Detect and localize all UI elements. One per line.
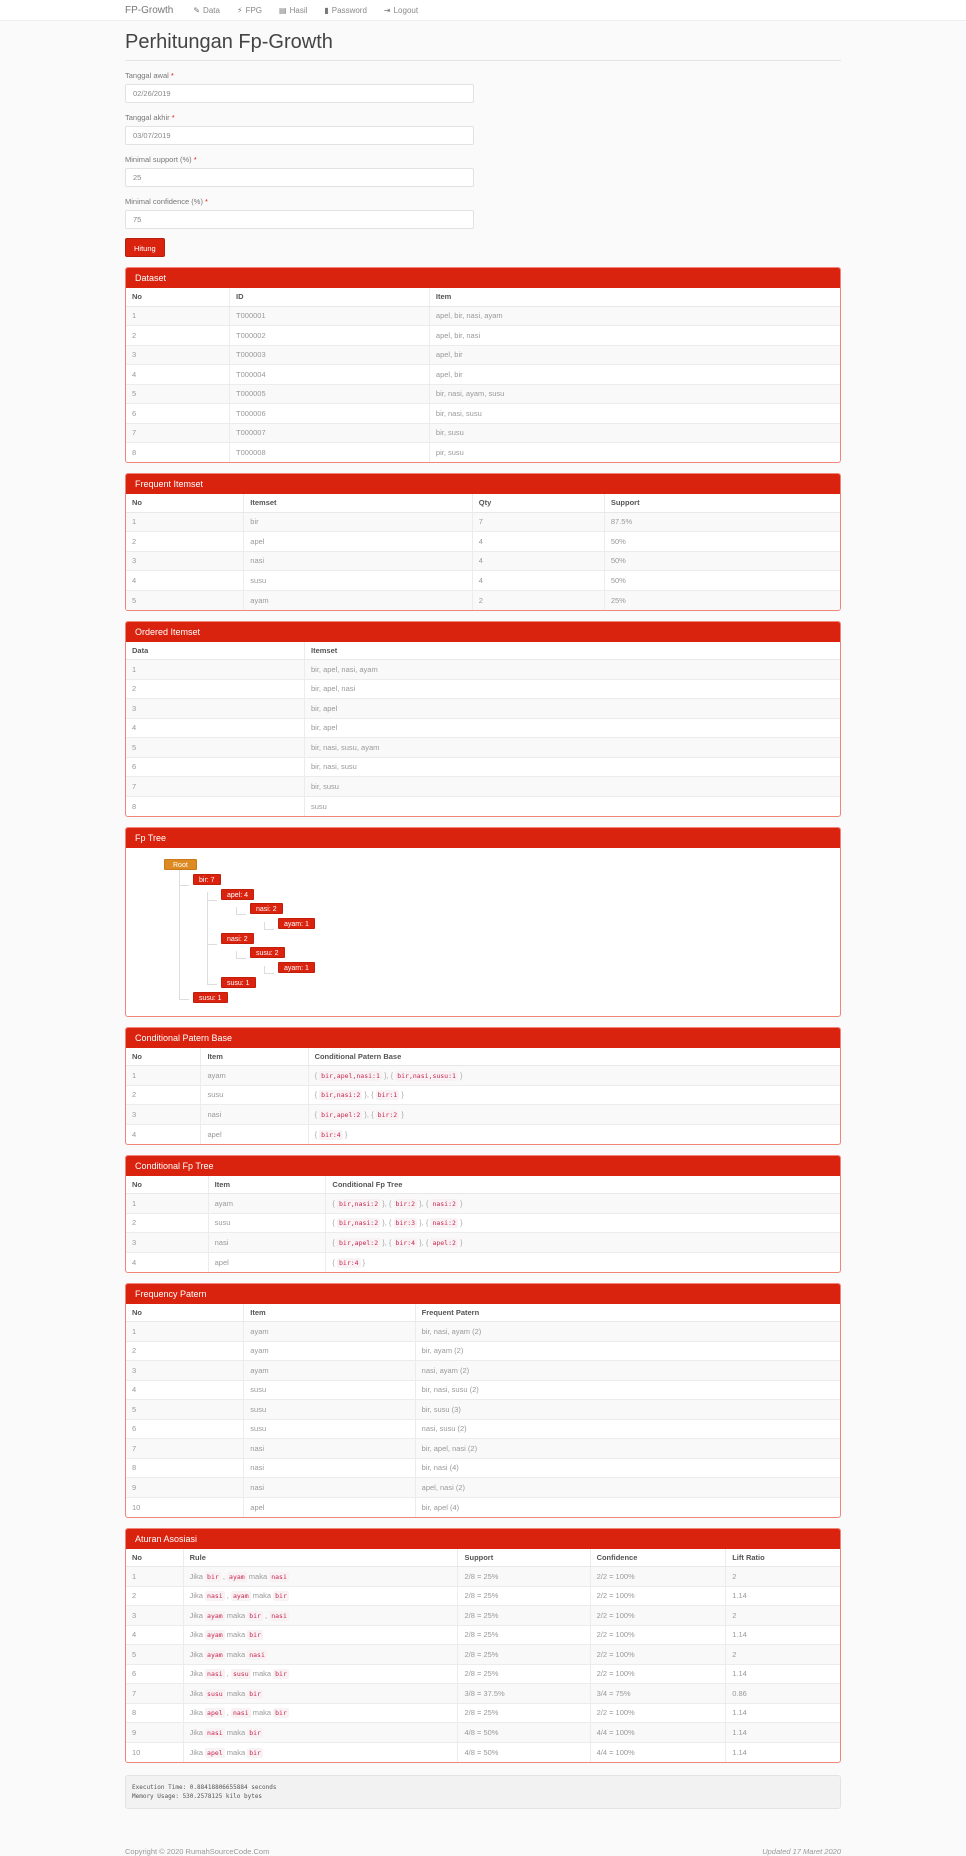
itemset-code: bir:1 — [377, 1091, 398, 1100]
table-row: 1 ayam { bir,apel,nasi:1 }, { bir,nasi,susu:1 } — [126, 1066, 840, 1086]
table-row: 3 nasi { bir,apel:2 }, { bir:4 }, { apel:2 } — [126, 1233, 840, 1253]
table-row: 7 T000007 bir, susu — [126, 423, 840, 443]
itemset-code: nasi:2 — [432, 1219, 456, 1228]
item-code: ayam — [207, 1650, 223, 1659]
pushpin-icon: ✎ — [193, 6, 201, 15]
table-row: 5 susu bir, susu (3) — [126, 1400, 840, 1420]
col-header: Data — [126, 642, 305, 660]
conditional-pattern-base-panel — [125, 1027, 841, 1145]
dataset-panel — [125, 267, 841, 463]
ordered-itemset-table — [126, 642, 840, 816]
table-row: 9 nasi apel, nasi (2) — [126, 1478, 840, 1498]
col-header: Item — [208, 1176, 326, 1194]
association-rules-panel — [125, 1528, 841, 1763]
panel-title: Aturan Asosiasi — [126, 1529, 840, 1549]
col-header: No — [126, 1549, 183, 1567]
item-code: bir — [249, 1611, 261, 1620]
item-code: ayam — [232, 1592, 249, 1601]
item-code: bir — [249, 1728, 261, 1737]
nav-data[interactable]: ✎ Data — [193, 6, 220, 15]
frequent-itemset-panel — [125, 473, 841, 611]
table-row: 2 susu { bir,nasi:2 }, { bir:1 } — [126, 1085, 840, 1105]
itemset-code: bir:2 — [377, 1110, 398, 1119]
min-support-label: Minimal support (%) * — [125, 155, 197, 164]
itemset-code: bir,apel,nasi:1 — [321, 1071, 380, 1080]
table-row: 1 bir 7 87.5% — [126, 512, 840, 532]
end-date-input[interactable]: 03/07/2019 — [125, 126, 474, 145]
flash-icon: ⚡ — [236, 6, 243, 15]
start-date-group — [125, 71, 841, 103]
nav-hasil[interactable]: ▤ Hasil — [279, 6, 308, 15]
conditional-pattern-base-table — [126, 1048, 840, 1144]
table-row: 2 ayam bir, ayam (2) — [126, 1341, 840, 1361]
table-row: 3 nasi 4 50% — [126, 551, 840, 571]
table-row: 3 T000003 apel, bir — [126, 345, 840, 365]
logout-icon: ⇥ — [383, 6, 391, 15]
table-row: 3 Jika ayam maka bir , nasi 2/8 = 25% 2/2 = 100% 2 — [126, 1606, 840, 1626]
table-row: 1 Jika bir , ayam maka nasi 2/8 = 25% 2/2 = 100% 2 — [126, 1567, 840, 1587]
table-row: 5 Jika ayam maka nasi 2/8 = 25% 2/2 = 100% 2 — [126, 1645, 840, 1665]
itemset-code: bir,apel:2 — [321, 1110, 361, 1119]
tree-node-apel: apel: 4 — [221, 889, 254, 900]
hitung-button[interactable]: Hitung — [125, 238, 165, 257]
item-code: ayam — [207, 1611, 223, 1620]
col-header: No — [126, 288, 230, 306]
col-header: Support — [458, 1549, 590, 1567]
memory-usage: Memory Usage: 530.2578125 kilo bytes — [132, 1792, 263, 1800]
min-confidence-group — [125, 197, 841, 229]
list-icon: ▤ — [279, 6, 287, 15]
item-code: nasi — [207, 1592, 223, 1601]
tree-node-nasi: nasi: 2 — [250, 903, 283, 914]
item-code: nasi — [271, 1611, 287, 1620]
table-row: 3 ayam nasi, ayam (2) — [126, 1361, 840, 1381]
col-header: Lift Ratio — [726, 1549, 840, 1567]
col-header: Frequent Patern — [415, 1304, 840, 1322]
table-row: 3 bir, apel — [126, 699, 840, 719]
table-row: 10 apel bir, apel (4) — [126, 1497, 840, 1517]
col-header: Qty — [472, 494, 604, 512]
start-date-label: Tanggal awal * — [125, 71, 174, 80]
end-date-group — [125, 113, 841, 145]
min-support-input[interactable]: 25 — [125, 168, 474, 187]
table-row: 10 Jika apel maka bir 4/8 = 50% 4/4 = 100% 1.14 — [126, 1742, 840, 1762]
table-row: 2 bir, apel, nasi — [126, 679, 840, 699]
conditional-fp-tree-table — [126, 1176, 840, 1272]
fp-tree-panel — [125, 827, 841, 1017]
item-code: nasi — [249, 1650, 265, 1659]
min-support-group — [125, 155, 841, 187]
col-header: Itemset — [244, 494, 472, 512]
table-row: 9 Jika nasi maka bir 4/8 = 50% 4/4 = 100% 1.14 — [126, 1723, 840, 1743]
conditional-fp-tree-panel — [125, 1155, 841, 1273]
item-code: bir — [249, 1748, 261, 1757]
tree-node-nasi: nasi: 2 — [221, 933, 254, 944]
table-row: 8 Jika apel , nasi maka bir 2/8 = 25% 2/2 = 100% 1.14 — [126, 1703, 840, 1723]
table-row: 6 bir, nasi, susu — [126, 757, 840, 777]
item-code: ayam — [207, 1631, 223, 1640]
table-row: 1 ayam { bir,nasi:2 }, { bir:2 }, { nasi:2 } — [126, 1194, 840, 1214]
start-date-input[interactable]: 02/26/2019 — [125, 84, 474, 103]
itemset-code: apel:2 — [432, 1238, 456, 1247]
ordered-itemset-panel — [125, 621, 841, 817]
min-confidence-label: Minimal confidence (%) * — [125, 197, 208, 206]
itemset-code: bir,nasi:2 — [339, 1199, 379, 1208]
execution-time: Execution Time: 0.88418806655884 seconds — [132, 1783, 277, 1791]
itemset-code: bir:2 — [395, 1199, 416, 1208]
nav-password[interactable]: ▮ Password — [324, 6, 367, 15]
table-row: 8 nasi bir, nasi (4) — [126, 1458, 840, 1478]
frequent-itemset-table — [126, 494, 840, 610]
item-code: nasi — [232, 1709, 249, 1718]
footer — [125, 1847, 841, 1856]
tree-node-susu: susu: 1 — [193, 992, 228, 1003]
table-row: 2 Jika nasi , ayam maka bir 2/8 = 25% 2/2 = 100% 1.14 — [126, 1586, 840, 1606]
navbar — [0, 0, 966, 21]
itemset-code: bir,nasi:2 — [321, 1091, 361, 1100]
item-code: bir — [249, 1689, 261, 1698]
brand-link[interactable]: FP-Growth — [125, 5, 174, 16]
table-row: 4 apel { bir:4 } — [126, 1124, 840, 1144]
item-code: nasi — [207, 1728, 223, 1737]
dataset-table — [126, 288, 840, 462]
table-row: 4 susu bir, nasi, susu (2) — [126, 1380, 840, 1400]
table-row: 8 T000008 pir, susu — [126, 443, 840, 463]
page-title: Perhitungan Fp-Growth — [125, 31, 841, 61]
table-row: 8 susu — [126, 796, 840, 816]
copyright-text: Copyright © 2020 RumahSourceCode.Com — [125, 1846, 270, 1856]
lock-icon: ▮ — [324, 6, 329, 15]
itemset-code: nasi:2 — [432, 1199, 456, 1208]
panel-title: Frequency Patern — [126, 1284, 840, 1304]
item-code: nasi — [271, 1572, 287, 1581]
col-header: Item — [201, 1048, 308, 1066]
tree-node-ayam: ayam: 1 — [278, 918, 315, 929]
item-code: bir — [249, 1631, 261, 1640]
table-row: 6 T000006 bir, nasi, susu — [126, 404, 840, 424]
panel-title: Conditional Fp Tree — [126, 1156, 840, 1176]
nav-fpg[interactable]: ⚡ FPG — [236, 6, 263, 15]
col-header: Item — [429, 288, 840, 306]
tree-node-susu: susu: 2 — [250, 947, 285, 958]
item-code: ayam — [229, 1572, 245, 1581]
item-code: apel — [207, 1748, 223, 1757]
item-code: bir — [275, 1709, 287, 1718]
nav-logout[interactable]: ⇥ Logout — [383, 6, 419, 15]
table-row: 1 T000001 apel, bir, nasi, ayam — [126, 306, 840, 326]
col-header: Rule — [183, 1549, 458, 1567]
table-row: 7 Jika susu maka bir 3/8 = 37.5% 3/4 = 75% 0.86 — [126, 1684, 840, 1704]
table-row: 2 apel 4 50% — [126, 532, 840, 552]
col-header: Confidence — [590, 1549, 726, 1567]
table-row: 4 susu 4 50% — [126, 571, 840, 591]
association-rules-table — [126, 1549, 840, 1762]
table-row: 1 ayam bir, nasi, ayam (2) — [126, 1322, 840, 1342]
item-code: susu — [207, 1689, 223, 1698]
frequency-pattern-panel — [125, 1283, 841, 1518]
tree-node-bir: bir: 7 — [193, 874, 221, 885]
table-row: 4 bir, apel — [126, 718, 840, 738]
item-code: nasi — [207, 1670, 223, 1679]
updated-text: Updated 17 Maret 2020 — [762, 1846, 841, 1856]
itemset-code: bir,apel:2 — [339, 1238, 379, 1247]
itemset-code: bir:4 — [339, 1258, 359, 1267]
col-header: No — [126, 1176, 208, 1194]
table-row: 1 bir, apel, nasi, ayam — [126, 660, 840, 680]
min-confidence-input[interactable]: 75 — [125, 210, 474, 229]
itemset-code: bir,nasi:2 — [339, 1219, 379, 1228]
item-code: bir — [275, 1592, 287, 1601]
tree-node-susu: susu: 1 — [221, 977, 256, 988]
tree-node-ayam: ayam: 1 — [278, 962, 315, 973]
panel-title: Ordered Itemset — [126, 622, 840, 642]
frequency-pattern-table — [126, 1304, 840, 1517]
table-row: 4 Jika ayam maka bir 2/8 = 25% 2/2 = 100% 1.14 — [126, 1625, 840, 1645]
table-row: 7 bir, susu — [126, 777, 840, 797]
table-row: 5 ayam 2 25% — [126, 590, 840, 610]
table-row: 3 nasi { bir,apel:2 }, { bir:2 } — [126, 1105, 840, 1125]
col-header: Itemset — [305, 642, 841, 660]
col-header: No — [126, 494, 244, 512]
item-code: susu — [232, 1670, 249, 1679]
col-header: Support — [604, 494, 840, 512]
table-row: 4 T000004 apel, bir — [126, 365, 840, 385]
table-row: 6 susu nasi, susu (2) — [126, 1419, 840, 1439]
col-header: Conditional Fp Tree — [326, 1176, 840, 1194]
panel-title: Dataset — [126, 268, 840, 288]
panel-title: Conditional Patern Base — [126, 1028, 840, 1048]
fp-tree-diagram — [126, 848, 840, 1016]
item-code: bir — [207, 1572, 219, 1581]
item-code: bir — [275, 1670, 287, 1679]
itemset-code: bir:4 — [395, 1238, 416, 1247]
col-header: Item — [244, 1304, 415, 1322]
execution-info — [125, 1775, 841, 1809]
table-row: 5 bir, nasi, susu, ayam — [126, 738, 840, 758]
table-row: 5 T000005 bir, nasi, ayam, susu — [126, 384, 840, 404]
table-row: 7 nasi bir, apel, nasi (2) — [126, 1439, 840, 1459]
table-row: 6 Jika nasi , susu maka bir 2/8 = 25% 2/2 = 100% 1.14 — [126, 1664, 840, 1684]
col-header: Conditional Patern Base — [308, 1048, 840, 1066]
col-header: ID — [230, 288, 430, 306]
table-row: 4 apel { bir:4 } — [126, 1252, 840, 1272]
end-date-label: Tanggal akhir * — [125, 113, 175, 122]
tree-node-root: Root — [164, 859, 197, 870]
main-container — [125, 31, 841, 1856]
col-header: No — [126, 1304, 244, 1322]
itemset-code: bir,nasi,susu:1 — [397, 1071, 456, 1080]
table-row: 2 susu { bir,nasi:2 }, { bir:3 }, { nasi:2 } — [126, 1213, 840, 1233]
panel-title: Fp Tree — [126, 828, 840, 848]
panel-title: Frequent Itemset — [126, 474, 840, 494]
col-header: No — [126, 1048, 201, 1066]
item-code: apel — [207, 1709, 223, 1718]
table-row: 2 T000002 apel, bir, nasi — [126, 326, 840, 346]
itemset-code: bir:4 — [321, 1130, 341, 1139]
itemset-code: bir:3 — [395, 1219, 416, 1228]
